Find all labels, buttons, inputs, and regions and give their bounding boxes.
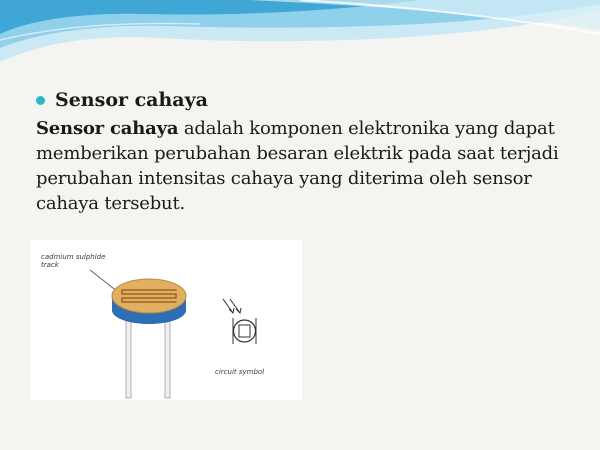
definition-text: adalah komponen elektronika yang dapat memberikan perubahan besaran elektrik pada saat terjadi perubahan intensitas cahaya yang diterima oleh sensor cahaya tersebut. [36,118,559,214]
slide-heading: Sensor cahaya [55,89,208,111]
ldr-top-face [112,279,186,313]
ldr-figure [30,240,302,400]
bullet-icon [36,96,45,105]
ldr-illustration [30,240,302,400]
definition-term: Sensor cahaya [36,118,179,139]
definition-paragraph [36,116,576,216]
symbol-label: circuit symbol [215,368,265,376]
slide-content [36,88,576,216]
label-leader-line [90,270,118,292]
ldr-leg-right [165,318,170,398]
heading-row [36,88,576,112]
ldr-leg-left [126,318,131,398]
header-wave-decoration [0,0,600,80]
track-label: cadmium sulphide track [41,253,106,269]
circuit-symbol [223,299,256,344]
